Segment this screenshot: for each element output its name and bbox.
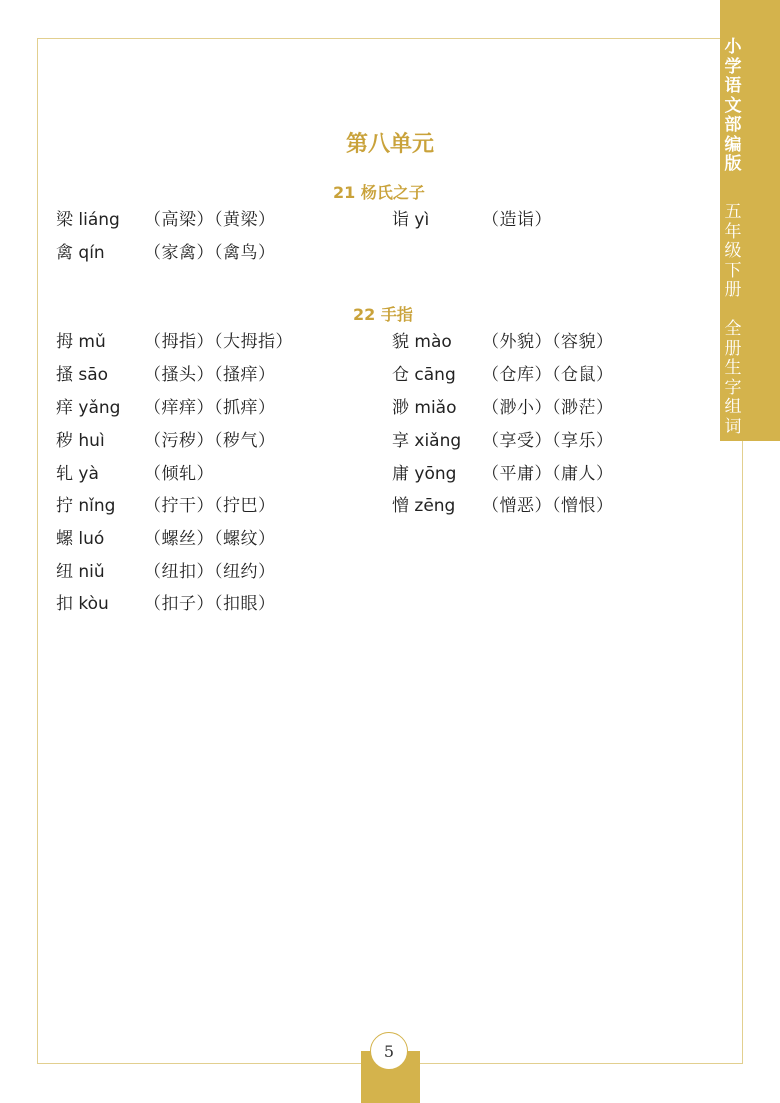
side-tab-char: 五 bbox=[724, 202, 742, 222]
word-group: （渺小）（渺茫） bbox=[482, 398, 614, 418]
char-entry: 诣 yì bbox=[392, 210, 430, 230]
char-entry: 憎 zēng bbox=[392, 496, 456, 516]
word-group: （仓库）（仓鼠） bbox=[482, 365, 614, 385]
char-entry: 享 xiǎng bbox=[392, 431, 462, 451]
word-group: （螺丝）（螺纹） bbox=[144, 529, 276, 549]
char-entry: 禽 qín bbox=[56, 243, 105, 263]
word-group: （痒痒）（抓痒） bbox=[144, 398, 276, 418]
lesson-title-21: 21 杨氏之子 bbox=[333, 183, 425, 202]
side-tab-char: 册 bbox=[724, 338, 742, 359]
word-group: （高梁）（黄梁） bbox=[144, 210, 276, 230]
char-entry: 搔 sāo bbox=[56, 365, 109, 385]
char-entry: 渺 miǎo bbox=[392, 398, 457, 418]
side-tab-grade bbox=[723, 203, 743, 301]
word-group: （倾轧） bbox=[144, 464, 214, 484]
side-tab-char: 文 bbox=[724, 95, 742, 116]
char-entry: 貌 mào bbox=[392, 332, 452, 352]
char-entry: 扣 kòu bbox=[56, 594, 109, 614]
char-entry: 轧 yà bbox=[56, 464, 99, 484]
side-tab-char: 学 bbox=[724, 56, 742, 77]
side-tab-char: 下 bbox=[724, 260, 742, 281]
char-entry: 痒 yǎng bbox=[56, 398, 121, 418]
side-tab-char: 部 bbox=[724, 115, 742, 135]
word-group: （污秽）（秽气） bbox=[144, 431, 276, 451]
char-entry: 庸 yōng bbox=[392, 464, 457, 484]
word-group: （平庸）（庸人） bbox=[482, 464, 614, 484]
side-tab-char: 册 bbox=[724, 280, 742, 300]
word-group: （享受）（享乐） bbox=[482, 431, 614, 451]
side-tab-char: 语 bbox=[724, 76, 742, 96]
char-entry: 螺 luó bbox=[56, 529, 105, 549]
char-entry: 拇 mǔ bbox=[56, 332, 106, 352]
word-group: （纽扣）（纽约） bbox=[144, 562, 276, 582]
side-tab-char: 组 bbox=[724, 397, 742, 417]
word-group: （造诣） bbox=[482, 210, 552, 230]
side-tab-char: 版 bbox=[724, 154, 742, 174]
lesson-title-22: 22 手指 bbox=[353, 305, 413, 324]
unit-title: 第八单元 bbox=[345, 132, 434, 157]
word-group: （拧干）（拧巴） bbox=[144, 496, 276, 516]
char-entry: 仓 cāng bbox=[392, 365, 456, 385]
side-tab-char: 年 bbox=[724, 221, 742, 242]
side-tab-char: 词 bbox=[724, 416, 742, 437]
word-group: （搔头）（搔痒） bbox=[144, 365, 276, 385]
word-group: （憎恶）（憎恨） bbox=[482, 496, 614, 516]
side-tab-char: 编 bbox=[724, 134, 742, 155]
word-group: （拇指）（大拇指） bbox=[144, 332, 293, 352]
side-tab-char: 小 bbox=[724, 37, 742, 57]
char-entry: 梁 liáng bbox=[56, 210, 120, 230]
word-group: （外貌）（容貌） bbox=[482, 332, 614, 352]
word-group: （家禽）（禽鸟） bbox=[144, 243, 276, 263]
char-entry: 拧 nǐng bbox=[56, 496, 116, 516]
char-entry: 秽 huì bbox=[56, 431, 105, 451]
side-tab-char: 级 bbox=[724, 241, 742, 261]
side-tab-char: 生 bbox=[724, 358, 742, 378]
page-number: 5 bbox=[370, 1032, 408, 1070]
word-group: （扣子）（扣眼） bbox=[144, 594, 276, 614]
side-tab-char: 全 bbox=[724, 319, 742, 339]
char-entry: 纽 niǔ bbox=[56, 562, 105, 582]
side-tab-char: 字 bbox=[724, 377, 742, 398]
side-tab-subtitle bbox=[723, 320, 743, 437]
